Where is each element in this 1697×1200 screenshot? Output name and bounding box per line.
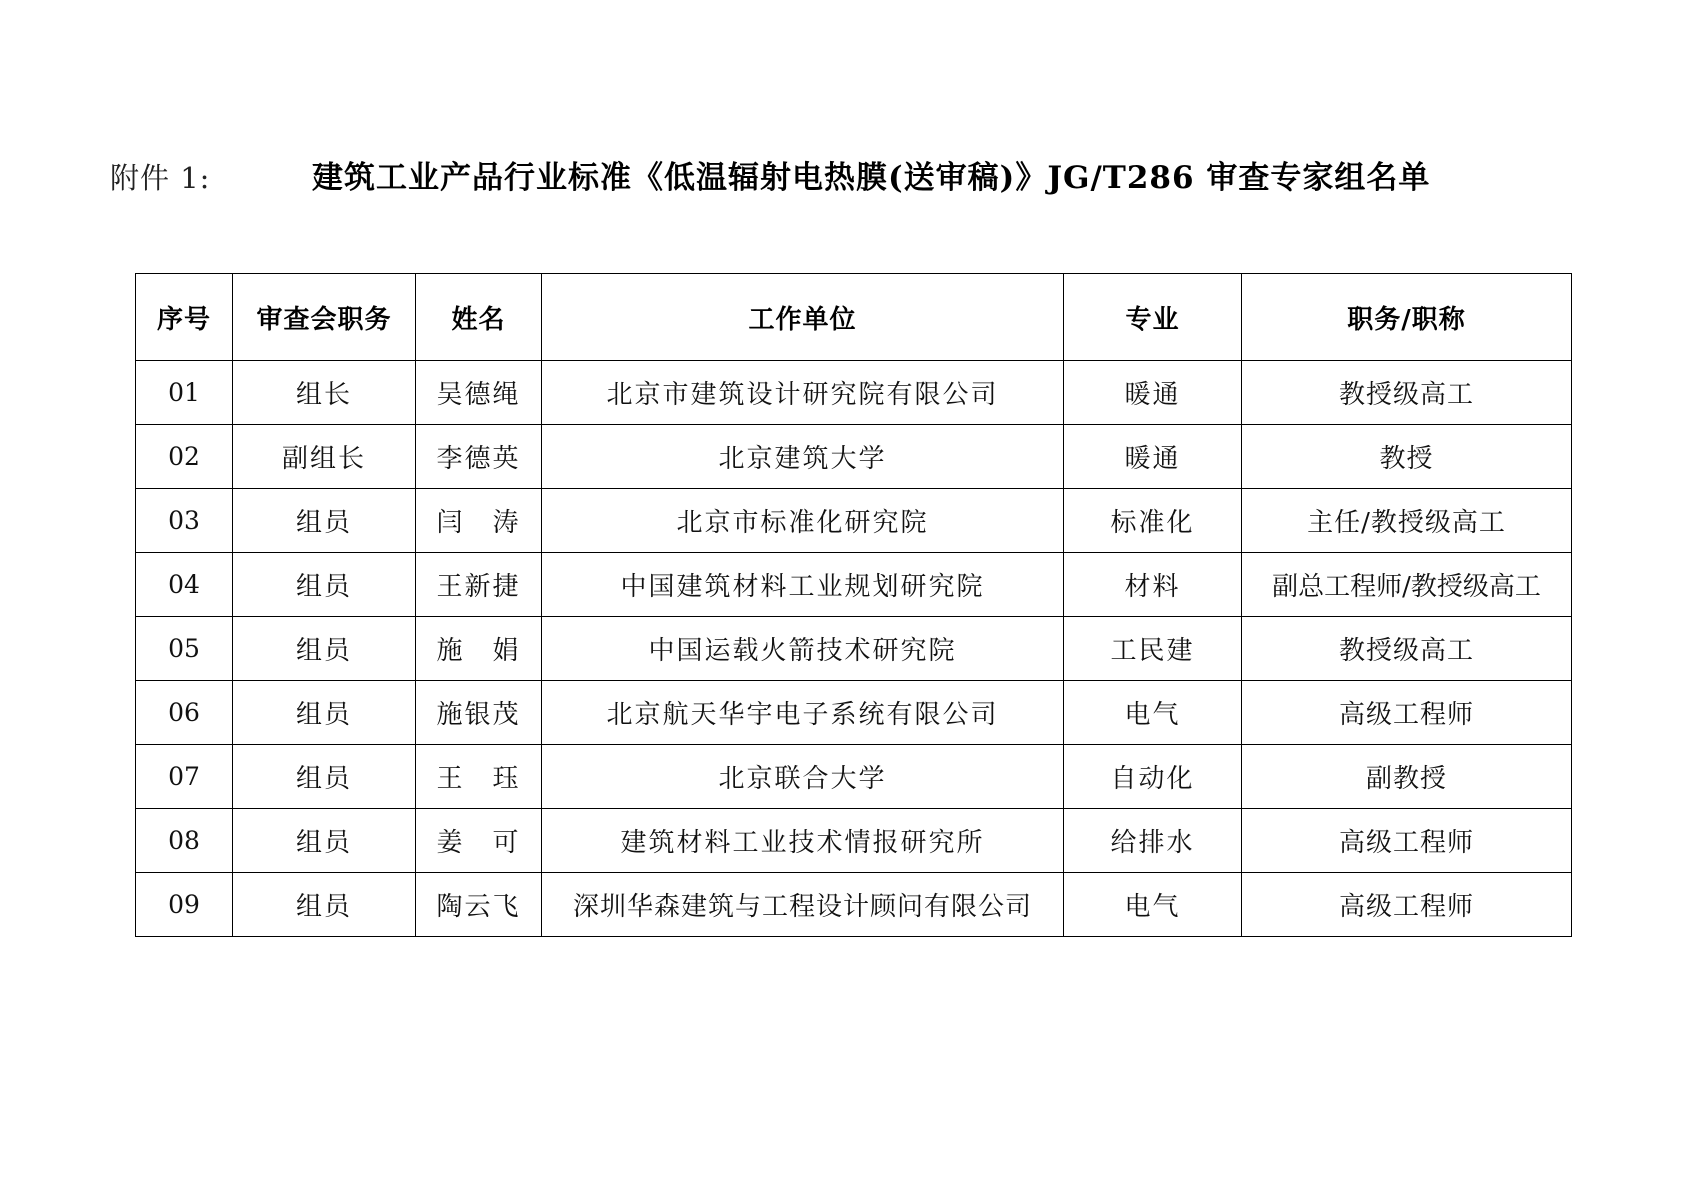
- cell-org: 北京联合大学: [542, 745, 1064, 809]
- cell-org: 深圳华森建筑与工程设计顾问有限公司: [542, 873, 1064, 937]
- cell-major: 电气: [1064, 681, 1242, 745]
- cell-org: 中国建筑材料工业规划研究院: [542, 553, 1064, 617]
- cell-seq: 03: [136, 489, 233, 553]
- cell-seq: 04: [136, 553, 233, 617]
- table-row: [136, 425, 1572, 489]
- cell-title: 高级工程师: [1242, 873, 1572, 937]
- cell-seq: 02: [136, 425, 233, 489]
- attachment-label: 附件 1:: [110, 161, 211, 195]
- table-row: [136, 489, 1572, 553]
- cell-name: 闫 涛: [416, 489, 542, 553]
- cell-title: 高级工程师: [1242, 809, 1572, 873]
- cell-title: 副总工程师/教授级高工: [1242, 553, 1572, 617]
- document-header: [110, 148, 1590, 208]
- table-row: [136, 745, 1572, 809]
- cell-title: 教授级高工: [1242, 617, 1572, 681]
- expert-table-container: [135, 273, 1572, 937]
- cell-name: 王新捷: [416, 553, 542, 617]
- cell-major: 电气: [1064, 873, 1242, 937]
- cell-major: 材料: [1064, 553, 1242, 617]
- cell-major: 暖通: [1064, 361, 1242, 425]
- cell-role: 组长: [233, 361, 416, 425]
- cell-org: 建筑材料工业技术情报研究所: [542, 809, 1064, 873]
- cell-name: 李德英: [416, 425, 542, 489]
- cell-name: 吴德绳: [416, 361, 542, 425]
- cell-role: 组员: [233, 617, 416, 681]
- cell-role: 组员: [233, 745, 416, 809]
- cell-org: 北京航天华宇电子系统有限公司: [542, 681, 1064, 745]
- cell-org: 北京市标准化研究院: [542, 489, 1064, 553]
- cell-seq: 01: [136, 361, 233, 425]
- cell-seq: 08: [136, 809, 233, 873]
- cell-major: 标准化: [1064, 489, 1242, 553]
- cell-org: 北京建筑大学: [542, 425, 1064, 489]
- cell-major: 给排水: [1064, 809, 1242, 873]
- cell-name: 姜 可: [416, 809, 542, 873]
- column-header-role: 审查会职务: [233, 274, 416, 361]
- cell-org: 北京市建筑设计研究院有限公司: [542, 361, 1064, 425]
- cell-seq: 09: [136, 873, 233, 937]
- cell-name: 陶云飞: [416, 873, 542, 937]
- cell-role: 组员: [233, 681, 416, 745]
- cell-seq: 06: [136, 681, 233, 745]
- cell-role: 组员: [233, 553, 416, 617]
- cell-name: 施 娟: [416, 617, 542, 681]
- column-header-title: 职务/职称: [1242, 274, 1572, 361]
- cell-role: 组员: [233, 489, 416, 553]
- table-row: [136, 361, 1572, 425]
- cell-title: 教授: [1242, 425, 1572, 489]
- table-row: [136, 809, 1572, 873]
- cell-title: 主任/教授级高工: [1242, 489, 1572, 553]
- expert-table: [135, 273, 1572, 937]
- document-title: 建筑工业产品行业标准《低温辐射电热膜(送审稿)》JG/T286 审查专家组名单: [312, 160, 1431, 196]
- table-header-row: [136, 274, 1572, 361]
- column-header-name: 姓名: [416, 274, 542, 361]
- table-row: [136, 617, 1572, 681]
- cell-title: 高级工程师: [1242, 681, 1572, 745]
- column-header-major: 专业: [1064, 274, 1242, 361]
- cell-title: 教授级高工: [1242, 361, 1572, 425]
- cell-major: 自动化: [1064, 745, 1242, 809]
- cell-seq: 05: [136, 617, 233, 681]
- cell-major: 工民建: [1064, 617, 1242, 681]
- column-header-org: 工作单位: [542, 274, 1064, 361]
- cell-role: 组员: [233, 809, 416, 873]
- cell-role: 副组长: [233, 425, 416, 489]
- cell-major: 暖通: [1064, 425, 1242, 489]
- cell-name: 施银茂: [416, 681, 542, 745]
- table-row: [136, 681, 1572, 745]
- column-header-seq: 序号: [136, 274, 233, 361]
- cell-name: 王 珏: [416, 745, 542, 809]
- cell-org: 中国运载火箭技术研究院: [542, 617, 1064, 681]
- cell-seq: 07: [136, 745, 233, 809]
- cell-role: 组员: [233, 873, 416, 937]
- table-row: [136, 553, 1572, 617]
- table-row: [136, 873, 1572, 937]
- cell-title: 副教授: [1242, 745, 1572, 809]
